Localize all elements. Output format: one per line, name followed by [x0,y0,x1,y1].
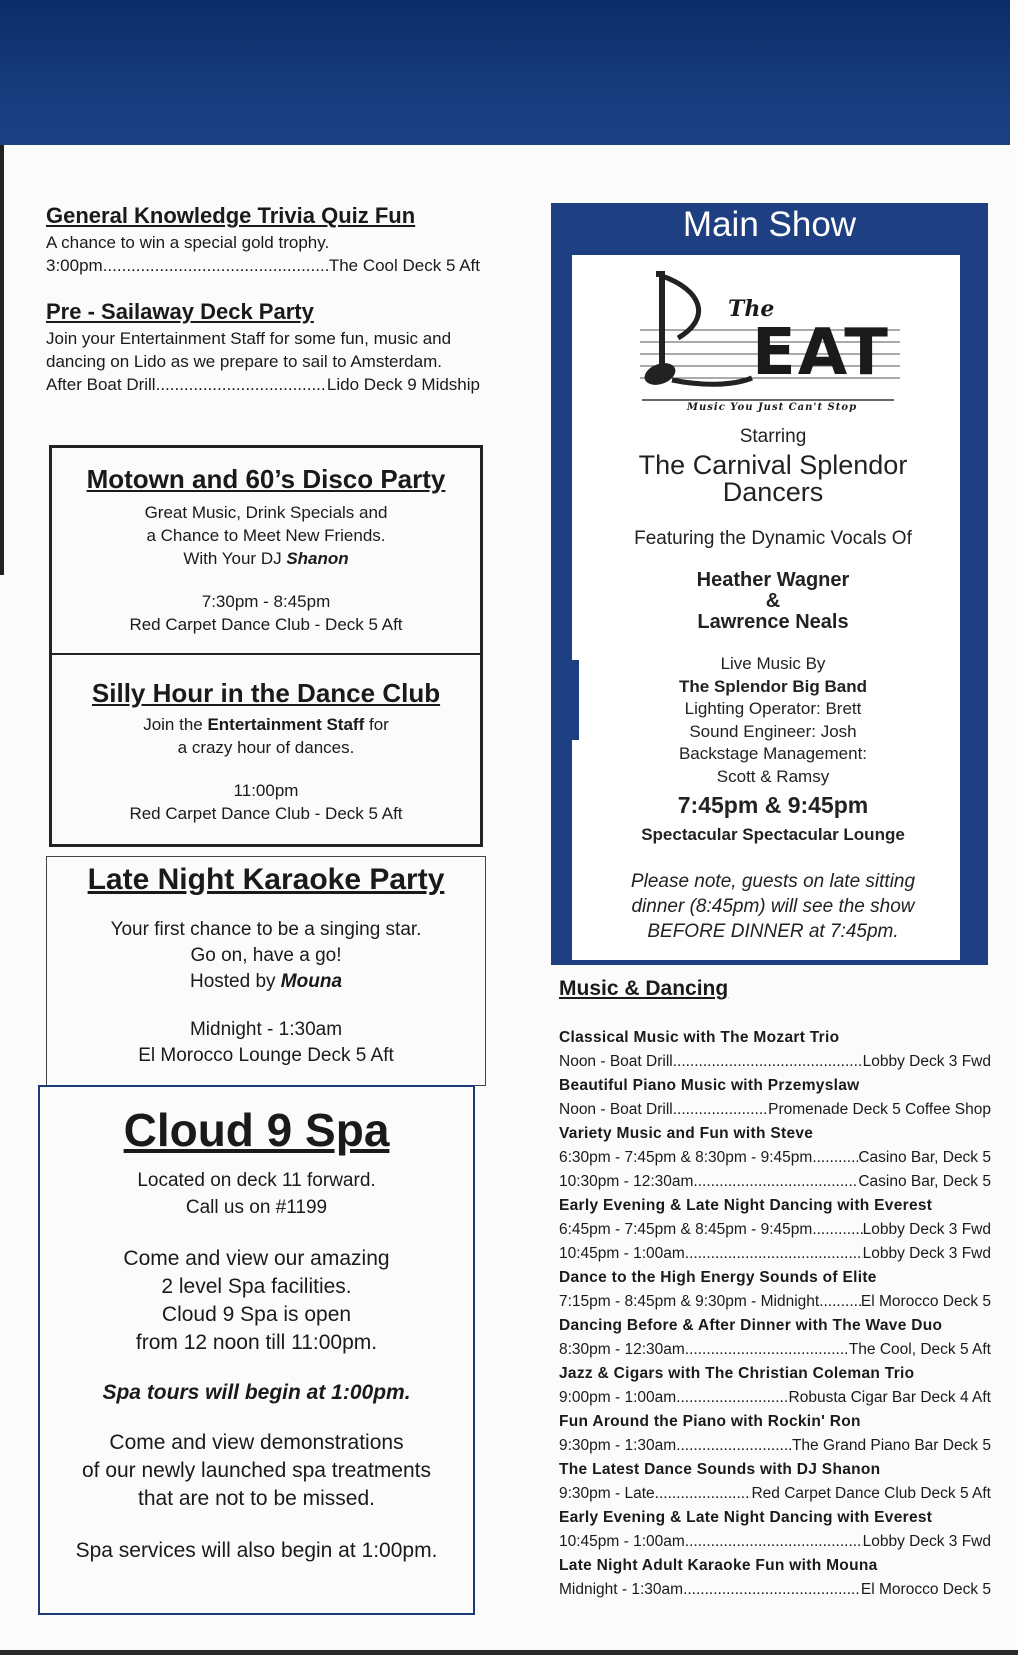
spa-title: Cloud 9 Spa [123,1104,390,1156]
music-item-place: Lobby Deck 3 Fwd [862,1245,991,1262]
sailaway-title: Pre - Sailaway Deck Party [46,299,314,324]
music-item-place: Promenade Deck 5 Coffee Shop [768,1101,991,1118]
music-item-row [559,1218,991,1242]
page-edge-right [1010,0,1018,1655]
music-title-text: Music & Dancing [559,977,729,1000]
spa-demo-line: that are not to be missed. [138,1487,375,1510]
music-item-row [559,1242,991,1266]
music-item-row [559,1098,991,1122]
music-item-heading: Fun Around the Piano with Rockin' Ron [559,1413,861,1430]
motown-line1: Great Music, Drink Specials and [144,503,388,522]
karaoke-line1: Your first chance to be a singing star. [110,919,422,940]
karaoke-time: Midnight - 1:30am [189,1019,343,1040]
music-item-row [559,1530,991,1554]
music-item-place: The Grand Piano Bar Deck 5 [791,1437,991,1454]
header-banner [0,0,1010,145]
show-backstage-names: Scott & Ramsy [716,766,830,786]
spa-facilities-line: Come and view our amazing [123,1247,390,1270]
music-item-place: The Cool, Deck 5 Aft [848,1341,991,1358]
sailaway-time: After Boat Drill [46,375,156,394]
logo-word-eat: EAT [752,316,890,390]
music-item-heading: Late Night Adult Karaoke Fun with Mouna [559,1557,878,1574]
music-item-row [559,1482,991,1506]
leader-dots [673,1050,863,1074]
music-item-time: Noon - Boat Drill.. [559,1101,682,1118]
music-item-time: 9:30pm - 1:30am [559,1437,677,1454]
music-item-row [559,1170,991,1194]
music-item-heading: The Latest Dance Sounds with DJ Shanon [559,1461,881,1478]
sailaway-place: Lido Deck 9 Midship [326,375,480,394]
leader-dots [683,1578,861,1602]
show-live-music: Live Music By [720,654,826,673]
silly-place: Red Carpet Dance Club - Deck 5 Aft [129,804,403,823]
show-note-line: Please note, guests on late sitting [630,871,916,892]
silly-line1 [52,713,480,736]
dance-club-box [49,445,483,847]
karaoke-host-name: Mouna [280,971,343,992]
leader-dots [676,1434,792,1458]
trivia-title: General Knowledge Trivia Quiz Fun [46,203,416,228]
spa-phone: Call us on #1199 [185,1197,328,1218]
music-title [559,977,728,1001]
leader-dots [103,254,329,277]
spa-facilities-line: from 12 noon till 11:00pm. [135,1331,378,1354]
trivia-section [46,203,480,277]
silly-section [52,678,480,825]
spa-location: Located on deck 11 forward. [137,1170,376,1191]
spa-demo-line: of our newly launched spa treatments [81,1459,432,1482]
music-item-row [559,1386,991,1410]
music-item-time: 6:30pm - 7:45pm & 8:30pm - 9:45pm [559,1149,813,1166]
show-venue: Spectacular Spectacular Lounge [641,825,905,844]
music-item-time: Midnight - 1:30am [559,1581,684,1598]
leader-dots [655,1482,752,1506]
leader-dots [685,1338,849,1362]
show-singer2: Lawrence Neals [697,611,849,633]
sailaway-time-row [46,373,480,396]
music-item-heading: Beautiful Piano Music with Przemyslaw [559,1077,860,1094]
music-item-time: 10:45pm - 1:00am [559,1245,685,1262]
music-item-heading: Dancing Before & After Dinner with The Wave Duo [559,1317,943,1334]
music-item-place: Casino Bar, Deck 5 [858,1149,991,1166]
silly-line1-bold: Entertainment Staff [207,715,365,734]
music-item-time: 8:30pm - 12:30am [559,1341,685,1358]
music-item-time: 10:30pm - 12:30am [559,1173,694,1190]
music-item-heading: Classical Music with The Mozart Trio [559,1029,840,1046]
music-item-heading: Jazz & Cigars with The Christian Coleman Trio [559,1365,915,1382]
motown-dj-name: Shanon [286,549,349,568]
leader-dots [812,1146,858,1170]
music-item-row [559,1290,991,1314]
music-item-place: Lobby Deck 3 Fwd [862,1533,991,1550]
show-note-line: BEFORE DINNER at 7:45pm. [647,921,899,942]
spa-demo-line: Come and view demonstrations [109,1431,404,1454]
music-item-row [559,1434,991,1458]
spa-services: Spa services will also begin at 1:00pm. [75,1539,438,1562]
spa-facilities-line: 2 level Spa facilities. [161,1275,352,1298]
show-backstage: Backstage Management: [678,744,868,763]
leader-dots [676,1386,788,1410]
show-sound: Sound Engineer: Josh [689,721,857,741]
music-item-place: Casino Bar, Deck 5 [858,1173,991,1190]
page-edge-bottom [0,1650,1018,1655]
music-item-time: 7:15pm - 8:45pm & 9:30pm - Midnight [559,1293,820,1310]
motown-section [52,448,480,636]
motown-place: Red Carpet Dance Club - Deck 5 Aft [129,615,403,634]
show-company-line2: Dancers [722,477,824,507]
music-item-time: 6:45pm - 7:45pm & 8:45pm - 9:45pm [559,1221,813,1238]
leader-dots [685,1242,863,1266]
page-edge-left [0,145,4,575]
music-item-heading: Dance to the High Energy Sounds of Elite [559,1269,877,1286]
show-lighting: Lighting Operator: Brett [684,699,862,718]
karaoke-title: Late Night Karaoke Party [87,863,445,896]
music-item-row [559,1578,991,1602]
spa-demonstrations [40,1429,473,1513]
motown-line3 [52,547,480,570]
main-show-title: Main Show [682,205,857,244]
show-company-line1: The Carnival Splendor [638,450,908,480]
spa-facilities-line: Cloud 9 Spa is open [161,1303,352,1326]
karaoke-line3 [47,969,485,995]
music-item-heading: Early Evening & Late Night Dancing with Everest [559,1509,933,1526]
silly-title: Silly Hour in the Dance Club [91,678,441,708]
trivia-place: The Cool Deck 5 Aft [328,256,480,275]
show-details [572,426,974,944]
trivia-time-row [46,254,480,277]
logo-tagline: Music You Just Can't Stop [686,402,858,413]
music-item-row [559,1338,991,1362]
music-item-time: 10:45pm - 1:00am [559,1533,685,1550]
spa-box [38,1085,475,1615]
karaoke-place: El Morocco Lounge Deck 5 Aft [138,1045,394,1066]
leader-dots [693,1170,858,1194]
show-singer1: Heather Wagner [696,569,850,591]
sailaway-section [46,299,480,396]
leader-dots [156,373,327,396]
motown-time: 7:30pm - 8:45pm [201,592,331,611]
karaoke-host-prefix: Hosted by [189,971,281,992]
music-item-place: Robusta Cigar Bar Deck 4 Aft [788,1389,991,1406]
logo-word-the: The [728,296,775,322]
trivia-time: 3:00pm [46,256,103,275]
show-amp: & [765,590,781,612]
music-item-time: 9:30pm - Late [559,1485,655,1502]
music-item-place: Red Carpet Dance Club Deck 5 Aft [751,1485,991,1502]
music-item-row [559,1050,991,1074]
show-starring: Starring [739,426,807,447]
sailaway-desc: Join your Entertainment Staff for some fun, music and dancing on Lido as we prepare to sail to Amsterdam. [46,329,452,371]
silly-line1-prefix: Join the [143,715,208,734]
silly-line2: a crazy hour of dances. [177,738,355,757]
music-item-heading: Variety Music and Fun with Steve [559,1125,814,1142]
music-item-heading: Early Evening & Late Night Dancing with Everest [559,1197,933,1214]
music-item-place: El Morocco Deck 5 [860,1293,991,1310]
leader-dots [681,1098,768,1122]
music-item-time: Noon - Boat Drill [559,1053,673,1070]
music-item-row [559,1146,991,1170]
karaoke-line2: Go on, have a go! [190,945,342,966]
show-note-line: dinner (8:45pm) will see the show [631,896,915,917]
motown-line2: a Chance to Meet New Friends. [146,526,386,545]
music-item-place: Lobby Deck 3 Fwd [862,1221,991,1238]
leader-dots [685,1530,863,1554]
leader-dots [819,1290,861,1314]
silly-time: 11:00pm [233,781,299,800]
spa-tours: Spa tours will begin at 1:00pm. [102,1381,411,1404]
divider [52,653,480,655]
show-band: The Splendor Big Band [679,676,867,696]
show-note [572,869,974,944]
silly-line1-suffix: for [364,715,389,734]
music-item-place: Lobby Deck 3 Fwd [862,1053,991,1070]
trivia-desc: A chance to win a special gold trophy. [46,233,330,252]
show-times: 7:45pm & 9:45pm [677,792,869,818]
music-list [559,1026,991,1602]
the-beat-logo [632,268,904,418]
motown-dj-prefix: With Your DJ [183,549,287,568]
motown-title: Motown and 60’s Disco Party [86,464,446,494]
karaoke-box [46,856,486,1086]
spa-facilities [40,1245,473,1357]
leader-dots [812,1218,862,1242]
music-item-time: 9:00pm - 1:00am [559,1389,677,1406]
music-item-place: El Morocco Deck 5 [860,1581,991,1598]
show-featuring: Featuring the Dynamic Vocals Of [634,528,912,549]
